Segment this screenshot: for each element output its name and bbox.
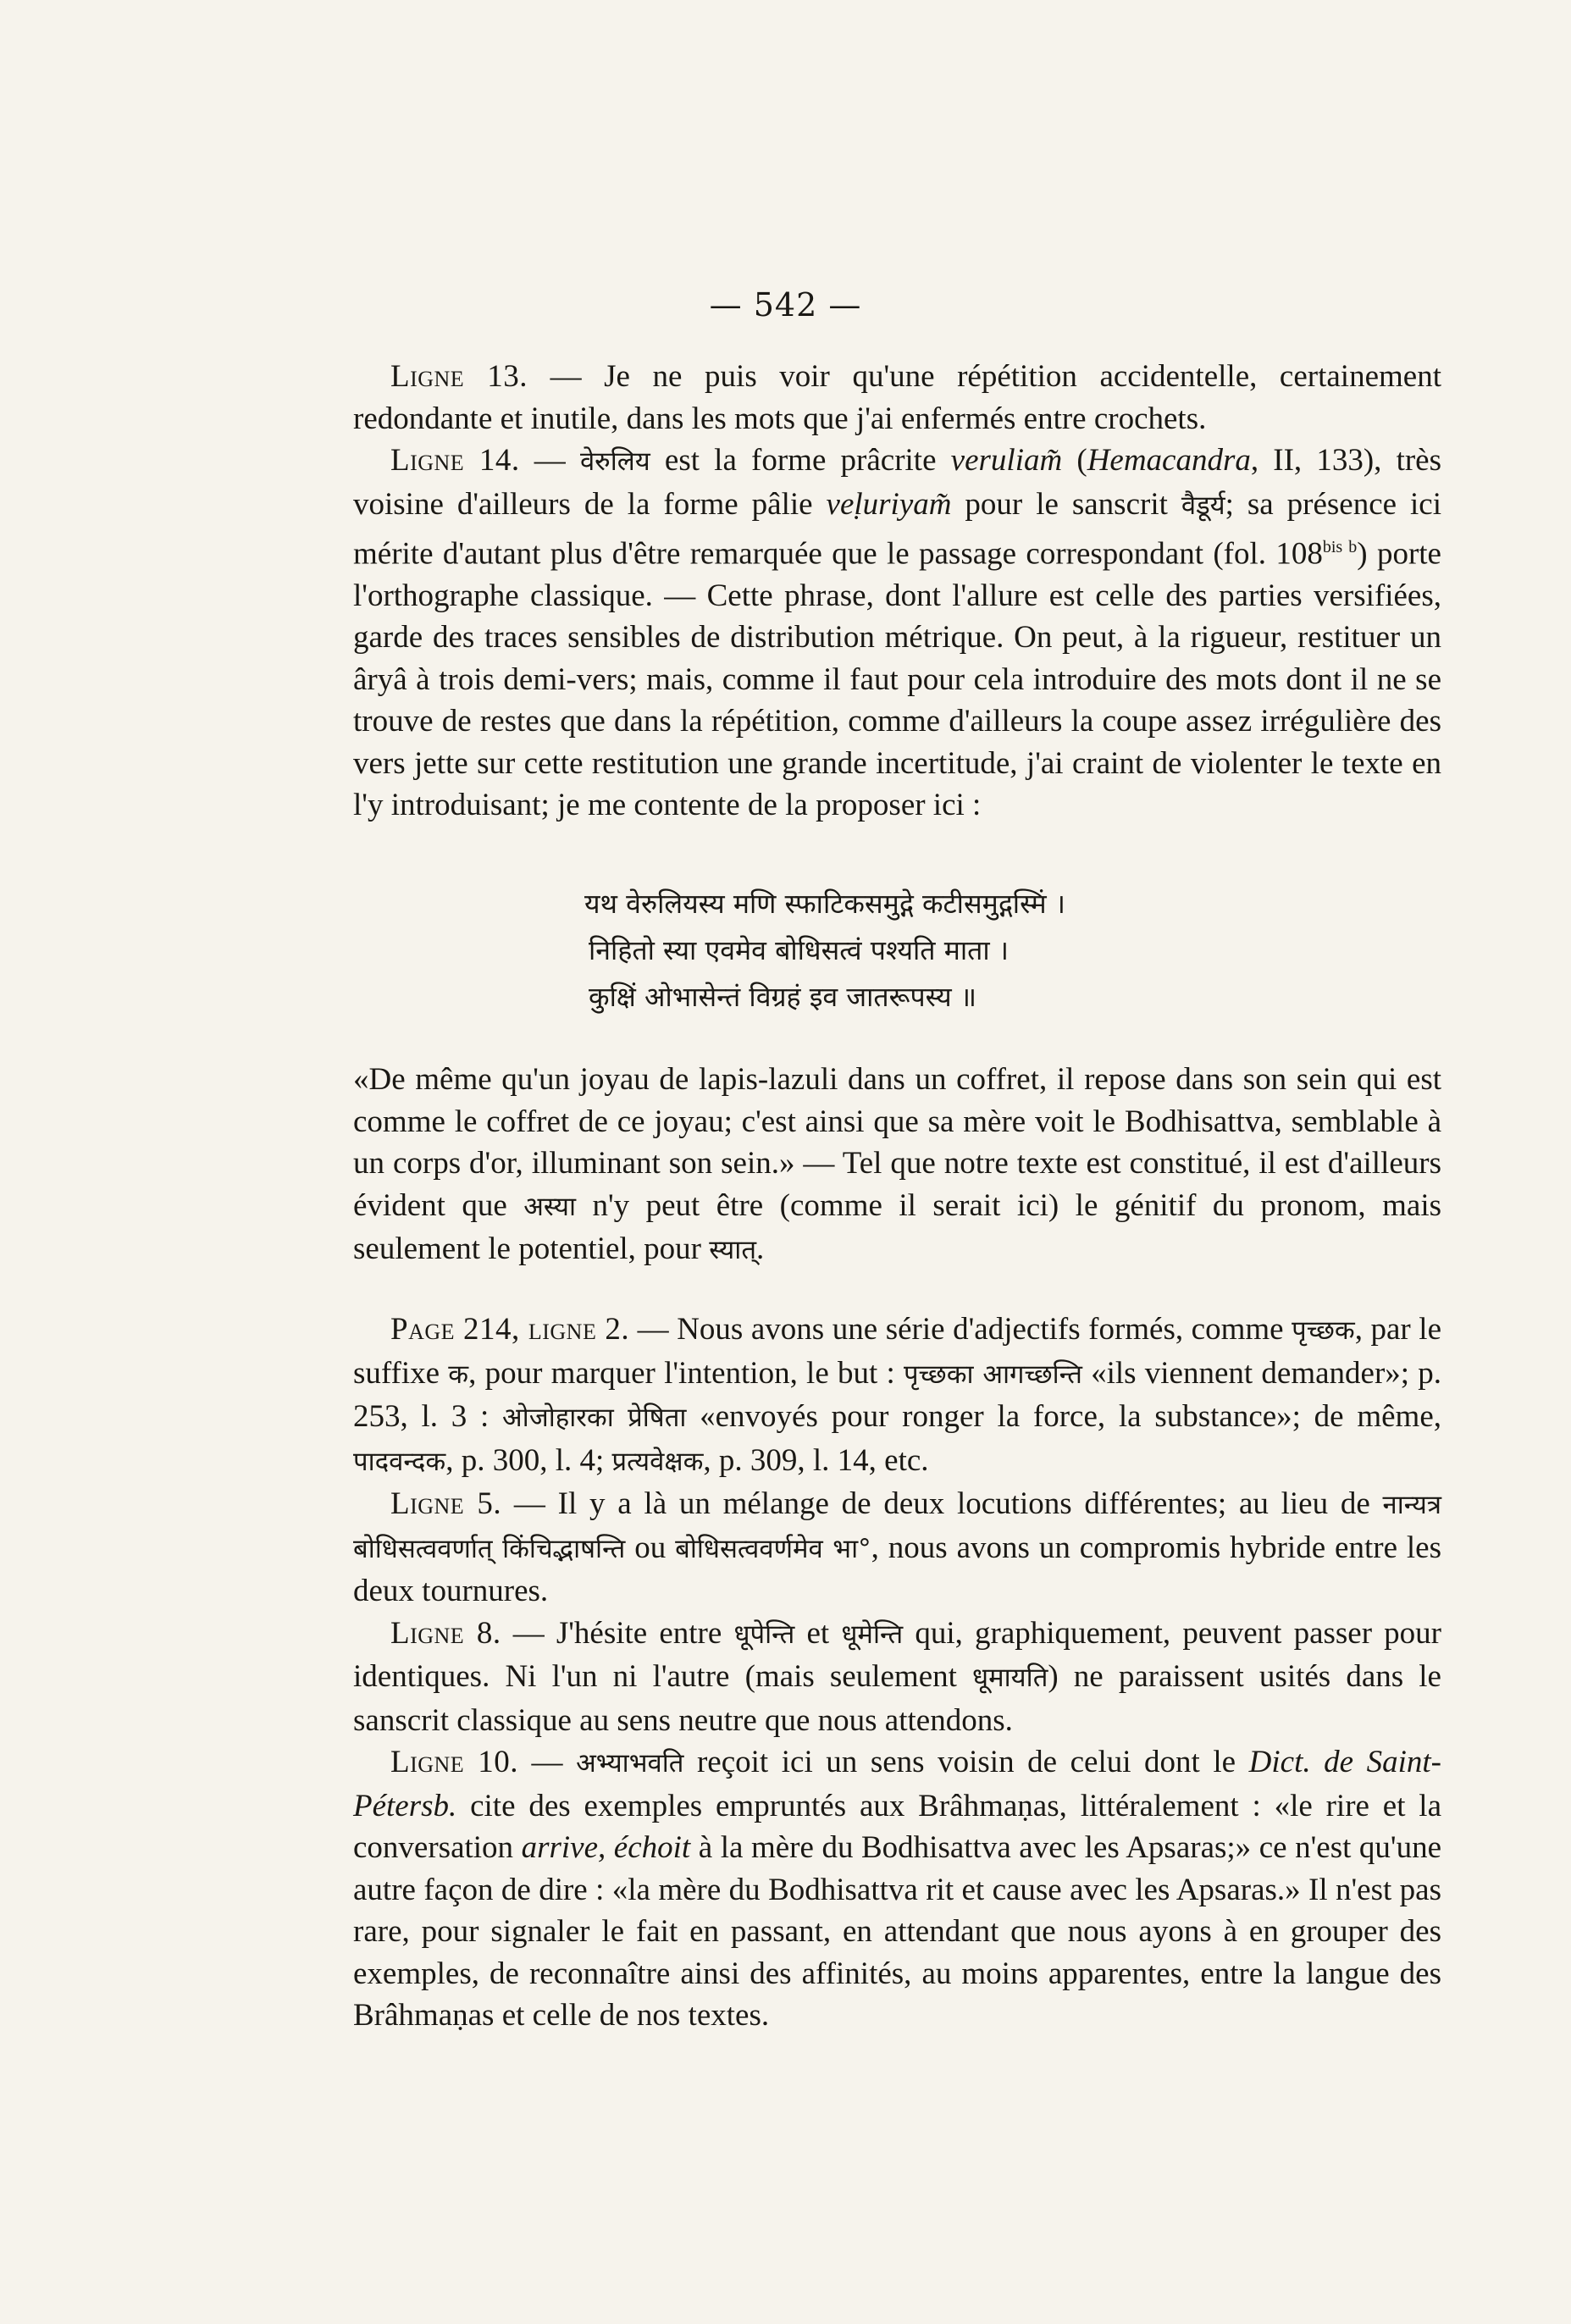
note-text: — [519,443,580,478]
note-text: , pour marquer l'intention, le but : [468,1355,904,1391]
verse-line: कुक्षिं ओभासेन्तं विग्रहं इव जातरूपस्य ॥ [589,981,977,1013]
sanskrit-word: वेरुलिय [579,446,650,477]
note-ligne-13 [353,356,1441,440]
sanskrit-word: प्रत्यवेक्षक [611,1446,704,1477]
sanskrit-word: बोधिसत्ववर्णमेव भा° [675,1533,871,1564]
note-label: Ligne 5. [390,1486,502,1521]
verse-line: निहितो स्या एवमेव बोधिसत्वं पश्यति माता । [589,934,1009,966]
note-text: , nous avons un compromis hybride entre les deux tournures. [353,1530,1442,1608]
commentary-block-ligne-13-14 [353,356,1441,827]
note-ligne-5 [353,1483,1441,1613]
note-ligne-8 [353,1613,1441,1742]
sanskrit-word: स्यात् [709,1235,756,1265]
note-text: — Nous avons une série d'adjectifs formés, comme [629,1312,1292,1347]
note-text: est la forme prâcrite [650,443,951,478]
sanskrit-verse [584,881,1065,1021]
sanskrit-word: पादवन्दक [353,1446,446,1477]
note-text: , p. 309, l. 14, etc. [703,1442,929,1478]
superscript: bis b [1322,538,1358,556]
note-text: n'y peut être (comme il serait ici) le génitif du pronom, mais seulement le potentiel, pour [353,1187,1442,1266]
page-number: — 542 — [709,286,862,324]
note-text: et [794,1615,842,1651]
sanskrit-word: ओजोहारका प्रेषिता [502,1403,687,1433]
note-text: ) ne paraissent usités dans le sanscrit classique au sens neutre que nous attendons. [353,1659,1441,1738]
sanskrit-word: अस्या [523,1191,577,1222]
note-text: ( [1062,443,1087,478]
note-text: «envoyés pour ronger la force, la substance»; de même, [686,1399,1441,1434]
sanskrit-word: क [448,1358,469,1390]
note-text: — Je ne puis voir qu'une répétition accidentelle, certainement redondante et inutile, dans les mots que j'ai enfermés entre crochets. [353,359,1441,436]
italic-term: arrive, échoit [521,1830,691,1865]
sanskrit-word: धूपेन्ति [733,1618,795,1650]
note-text: «ils viennent demander»; p. 253, l. 3 : [353,1355,1442,1434]
note-label: Ligne 10. [390,1745,518,1779]
note-text: , II, 133), très voisine d'ailleurs de la forme pâlie [353,443,1441,522]
sanskrit-word: अभ्याभवति [576,1748,684,1779]
note-text: , p. 300, l. 4; [445,1442,612,1478]
verse-line: यथ वेरुलियस्य मणि स्फाटिकसमुद्गे कटीसमुद्गस्मिं । [584,888,1065,920]
note-page-214-ligne-2 [353,1309,1441,1483]
note-text: — J'hésite entre [501,1615,734,1651]
italic-term: Dict. de Saint-Pétersb. [353,1745,1441,1823]
note-label: Ligne 13. [390,359,528,394]
italic-term: veḷuriyam̃ [826,486,952,522]
sanskrit-word: नान्यत्र बोधिसत्ववर्णात् किंचिद्भाषन्ति [353,1490,1441,1564]
verse-translation [353,1059,1441,1272]
sanskrit-word: पृच्छक [1292,1315,1355,1346]
note-text: «De même qu'un joyau de lapis-lazuli dans un coffret, il repose dans son sein qui est comme le coffret de ce joyau; c'est ainsi que sa mère voit le Bodhisattva, semblable à un corps d'or, illuminant son sein.» — Tel que notre texte est constitué, il est d'ailleurs évident que [353,1062,1441,1223]
sanskrit-word: धूमेन्ति [841,1618,904,1650]
italic-term: veruliam̃ [950,443,1063,478]
translation-paragraph [353,1059,1441,1272]
sanskrit-word: धूमायति [972,1663,1048,1693]
note-label: Ligne 8. [390,1615,501,1651]
note-text: ; sa présence ici mérite d'autant plus d'être remarquée que le passage correspondant (fol. 108 [353,486,1442,572]
note-text: . [756,1231,765,1266]
note-text: ou [625,1530,676,1565]
note-label: Ligne 14. [390,443,520,478]
note-text: — [518,1745,577,1779]
note-text: — Il y a là un mélange de deux locutions différentes; au lieu de [501,1486,1383,1521]
sanskrit-word: पृच्छका आगच्छन्ति [903,1358,1082,1390]
sanskrit-word: वैडूर्य [1181,490,1225,521]
note-text: qui, graphiquement, peuvent passer pour identiques. Ni l'un ni l'autre (mais seulement [353,1615,1441,1694]
note-ligne-14 [353,440,1441,827]
note-text: à la mère du Bodhisattva avec les Apsaras;» ce n'est qu'une autre façon de dire : «la mère du Bodhisattva rit et cause avec les Apsaras.» Il n'est pas rare, pour signaler le fait en passant, en attendant que nous ayons à en grouper des exemples, de reconnaître ainsi des affinités, au moins apparentes, entre la langue des Brâhmaṇas et celle de nos textes. [353,1830,1442,2033]
note-text: , par le suffixe [353,1312,1441,1391]
note-label: Page 214, ligne 2. [390,1312,630,1347]
note-ligne-10 [353,1741,1441,2037]
note-text: cite des exemples empruntés aux Brâhmaṇas, littéralement : «le rire et la conversation [353,1788,1441,1865]
commentary-block-page-214 [353,1309,1441,2037]
note-text: reçoit ici un sens voisin de celui dont le [683,1745,1249,1779]
note-text: pour le sanscrit [951,486,1181,522]
note-text: ) porte l'orthographe classique. — Cette phrase, dont l'allure est celle des parties versifiées, garde des traces sensibles de distribution métrique. On peut, à la rigueur, restituer un âryâ à trois demi-vers; mais, comme il faut pour cela introduire des mots dont il ne se trouve de restes que dans la répétition, comme d'ailleurs la coupe assez irrégulière des vers jette sur cette restitution une grande incertitude, j'ai craint de violenter le texte en l'y introduisant; je me contente de la proposer ici : [353,536,1441,823]
italic-term: Hemacandra [1087,443,1251,478]
